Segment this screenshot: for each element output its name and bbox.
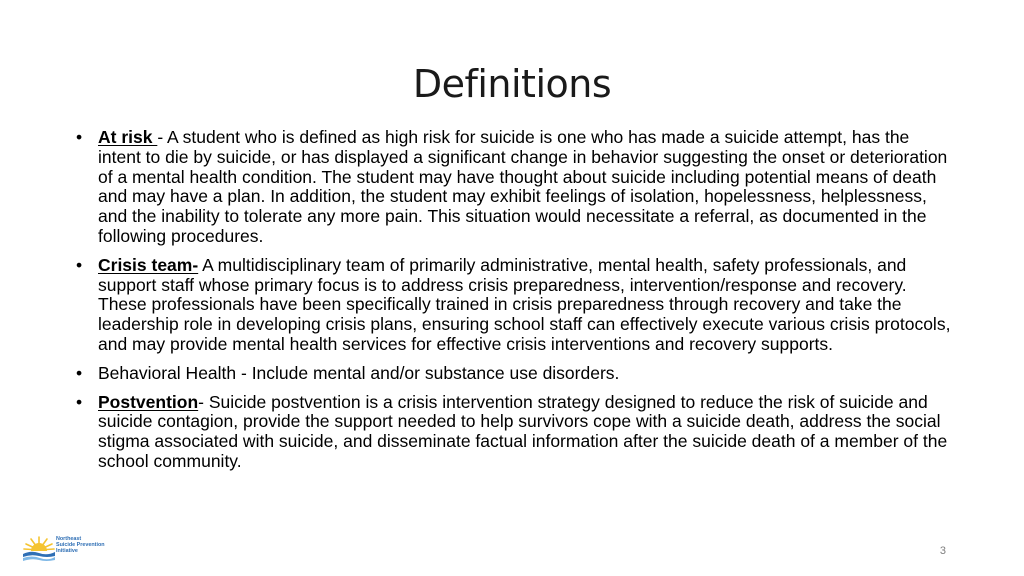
definition-term: At risk — [98, 127, 158, 147]
bullet-icon: • — [76, 254, 83, 275]
logo-line: Initiative — [56, 548, 78, 555]
list-item — [76, 128, 952, 247]
sunrise-logo-icon — [22, 534, 56, 562]
definition-text: A multidisciplinary team of primarily administrative, mental health, safety professionals, and support staff whose primary focus is to address crisis preparedness, intervention/response and recovery. These professionals have been specifically trained in crisis preparedness through recovery and take the leadership role in developing crisis plans, ensuring school staff can effectively execute various crisis protocols, and may provide mental health services for effective crisis interventions and recovery supports. — [98, 254, 951, 354]
list-item — [76, 256, 952, 355]
bullet-icon: • — [76, 362, 83, 383]
definition-term: Postvention — [98, 391, 199, 412]
logo-text — [56, 536, 105, 555]
definition-text: Behavioral Health - Include mental and/or substance use disorders. — [98, 362, 620, 383]
list-item — [76, 393, 952, 472]
definition-term: Crisis team- — [98, 254, 199, 275]
list-item — [76, 364, 952, 384]
logo-line: Northeast — [56, 536, 82, 542]
organization-logo — [22, 534, 114, 562]
logo-line: Suicide Prevention — [56, 542, 105, 549]
page-number: 3 — [939, 545, 946, 557]
definition-text: - A student who is defined as high risk for suicide is one who has made a suicide attempt, has the intent to die by suicide, or has displayed a significant change in behavior suggesting the onset or deterioration of a mental health condition. The student may have thought about suicide including potential means of death and may have a plan. In addition, the student may exhibit feelings of isolation, hopelessness, helplessness, and the inability to tolerate any more pain. This situation would necessitate a referral, as documented in the following procedures. — [98, 127, 948, 246]
definition-text: - Suicide postvention is a crisis intervention strategy designed to reduce the risk of suicide and suicide contagion, provide the support needed to help survivors cope with a suicide death, address the social stigma associated with suicide, and disseminate factual information after the suicide death of a member of the school community. — [98, 391, 948, 471]
definitions-list — [76, 128, 952, 481]
bullet-icon: • — [76, 127, 83, 147]
slide-title: Definitions — [412, 62, 612, 106]
bullet-icon: • — [76, 391, 83, 412]
